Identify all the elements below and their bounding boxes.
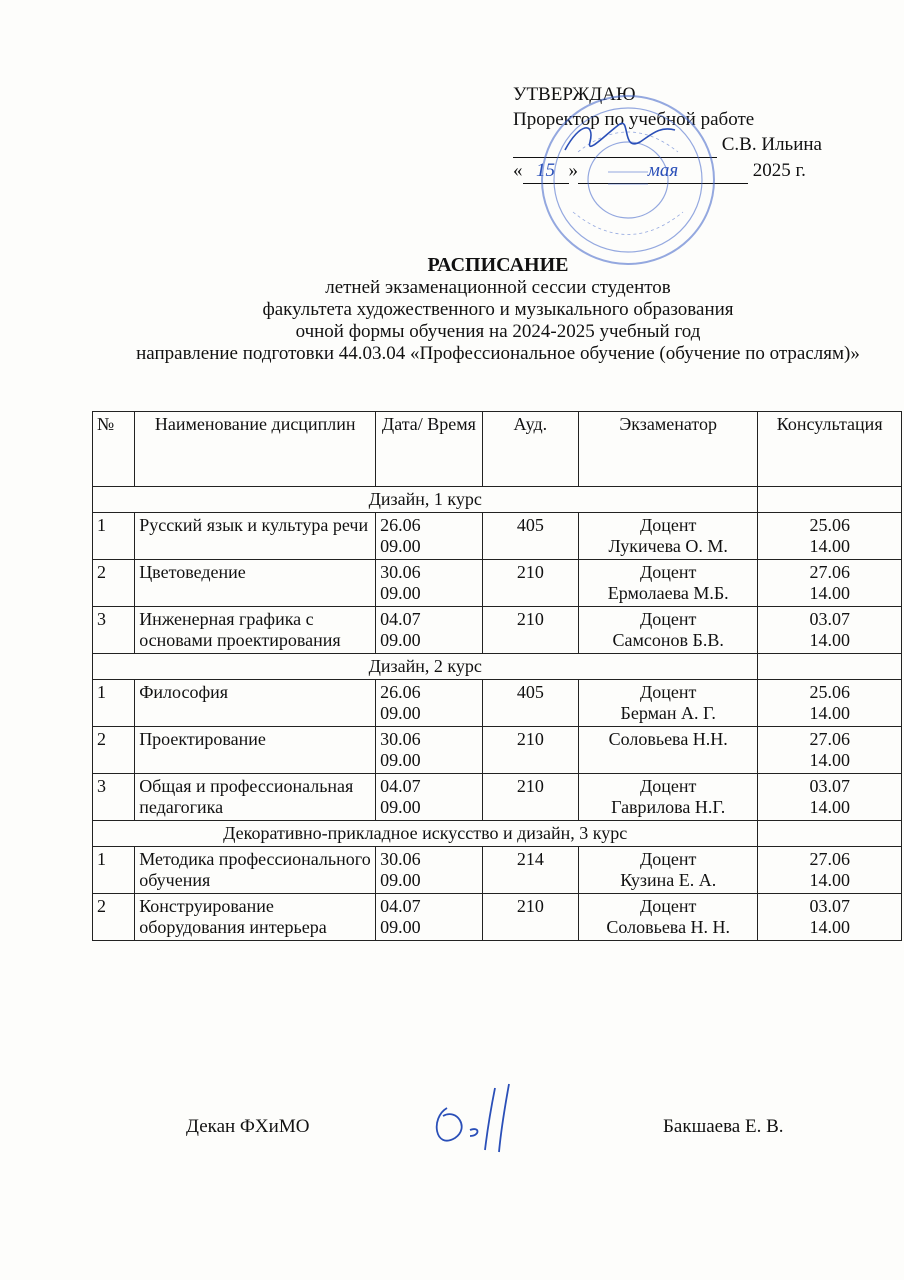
exam-date-time [376,894,483,941]
room-number: 210 [482,894,578,941]
room-number: 210 [482,560,578,607]
examiner-name: Соловьева Н.Н. [608,729,728,749]
consultation [758,680,902,727]
room-number: 210 [482,774,578,821]
schedule-body [93,487,902,941]
exam-date-time [376,727,483,774]
exam-date: 04.07 [380,609,421,629]
examiner-title: Доцент [640,849,697,869]
dean-signature-icon [425,1078,535,1158]
discipline-name: Общая и профессиональная педагогика [135,774,376,821]
row-number: 3 [93,607,135,654]
exam-time: 09.00 [380,703,421,723]
examiner [579,513,758,560]
discipline-name: Инженерная графика с основами проектирования [135,607,376,654]
table-row [93,560,902,607]
dean-label: Декан ФХиМО [186,1116,310,1137]
examiner [579,894,758,941]
examiner [579,847,758,894]
header-consultation: Консультация [758,412,902,487]
exam-time: 09.00 [380,630,421,650]
exam-date: 04.07 [380,896,421,916]
examiner-name: Гаврилова Н.Г. [611,797,726,817]
exam-date-time [376,607,483,654]
examiner-name: Соловьева Н. Н. [606,917,731,937]
consultation-date: 03.07 [809,609,850,629]
consultation-time: 14.00 [809,630,850,650]
row-number: 2 [93,560,135,607]
row-number: 2 [93,894,135,941]
examiner [579,607,758,654]
row-number: 2 [93,727,135,774]
consultation [758,727,902,774]
examiner-name: Берман А. Г. [620,703,716,723]
examiner [579,680,758,727]
exam-time: 09.00 [380,750,421,770]
consultation [758,513,902,560]
discipline-name: Методика профессионального обучения [135,847,376,894]
consultation-date: 03.07 [809,896,850,916]
group-title: Декоративно-прикладное искусство и дизайн, 3 курс [93,821,758,847]
discipline-name: Цветоведение [135,560,376,607]
exam-date-time [376,513,483,560]
approval-month: мая [578,158,748,184]
document-title [90,253,904,365]
exam-time: 09.00 [380,917,421,937]
consultation [758,894,902,941]
consultation-date: 25.06 [809,682,850,702]
exam-date-time [376,680,483,727]
consultation-date: 27.06 [809,849,850,869]
table-row [93,894,902,941]
consultation-time: 14.00 [809,870,850,890]
examiner [579,774,758,821]
exam-date-time [376,847,483,894]
discipline-name: Философия [135,680,376,727]
consultation-time: 14.00 [809,536,850,556]
exam-date: 26.06 [380,682,421,702]
consultation-time: 14.00 [809,917,850,937]
examiner-title: Доцент [640,896,697,916]
group-title: Дизайн, 2 курс [93,654,758,680]
group-row [93,821,902,847]
examiner-name: Ермолаева М.Б. [607,583,729,603]
group-title: Дизайн, 1 курс [93,487,758,513]
table-row [93,607,902,654]
exam-date-time [376,774,483,821]
title-main: РАСПИСАНИЕ [427,254,569,276]
examiner-title: Доцент [640,682,697,702]
examiner-name: Самсонов Б.В. [612,630,724,650]
group-row [93,487,902,513]
exam-time: 09.00 [380,536,421,556]
title-line-3: очной формы обучения на 2024-2025 учебный год [295,321,701,342]
consultation-time: 14.00 [809,583,850,603]
date-open-quote: « [513,160,523,181]
approval-heading: УТВЕРЖДАЮ [513,84,636,105]
consultation-time: 14.00 [809,750,850,770]
approval-position: Проректор по учебной работе [513,109,755,130]
consultation [758,560,902,607]
group-empty-cell [758,654,902,680]
title-line-1: летней экзаменационной сессии студентов [325,277,671,298]
group-empty-cell [758,821,902,847]
approver-signature-icon [560,112,680,162]
discipline-name: Проектирование [135,727,376,774]
consultation [758,774,902,821]
exam-date-time [376,560,483,607]
group-empty-cell [758,487,902,513]
room-number: 210 [482,607,578,654]
exam-date: 30.06 [380,562,421,582]
title-line-4: направление подготовки 44.03.04 «Профессиональное обучение (обучение по отраслям)» [136,343,860,364]
title-line-2: факультета художественного и музыкального образования [262,299,734,320]
exam-date: 26.06 [380,515,421,535]
consultation-time: 14.00 [809,797,850,817]
consultation [758,847,902,894]
consultation-time: 14.00 [809,703,850,723]
consultation-date: 03.07 [809,776,850,796]
discipline-name: Русский язык и культура речи [135,513,376,560]
header-discipline: Наименование дисциплин [135,412,376,487]
exam-date: 30.06 [380,849,421,869]
examiner-title: Доцент [640,515,697,535]
header-date-time: Дата/ Время [376,412,483,487]
examiner-title: Доцент [640,776,697,796]
consultation-date: 27.06 [809,729,850,749]
approval-year: 2025 г. [752,160,806,181]
table-row [93,847,902,894]
exam-time: 09.00 [380,797,421,817]
header-room: Ауд. [482,412,578,487]
discipline-name: Конструирование оборудования интерьера [135,894,376,941]
dean-name: Бакшаева Е. В. [663,1116,784,1137]
date-close-quote: » [568,160,578,181]
approval-day: 15 [523,158,569,184]
table-row [93,680,902,727]
group-row [93,654,902,680]
room-number: 405 [482,680,578,727]
examiner-title: Доцент [640,609,697,629]
schedule-table [92,411,902,941]
consultation-date: 27.06 [809,562,850,582]
row-number: 1 [93,680,135,727]
examiner-title: Доцент [640,562,697,582]
room-number: 210 [482,727,578,774]
consultation-date: 25.06 [809,515,850,535]
table-row [93,513,902,560]
room-number: 214 [482,847,578,894]
header-number: № [93,412,135,487]
consultation [758,607,902,654]
row-number: 1 [93,513,135,560]
table-row [93,727,902,774]
examiner-name: Кузина Е. А. [620,870,717,890]
approval-signer: С.В. Ильина [721,134,822,155]
row-number: 3 [93,774,135,821]
exam-time: 09.00 [380,583,421,603]
table-header-row [93,412,902,487]
room-number: 405 [482,513,578,560]
examiner [579,727,758,774]
exam-time: 09.00 [380,870,421,890]
examiner-name: Лукичева О. М. [608,536,728,556]
header-examiner: Экзаменатор [579,412,758,487]
table-row [93,774,902,821]
row-number: 1 [93,847,135,894]
exam-date: 30.06 [380,729,421,749]
exam-date: 04.07 [380,776,421,796]
examiner [579,560,758,607]
